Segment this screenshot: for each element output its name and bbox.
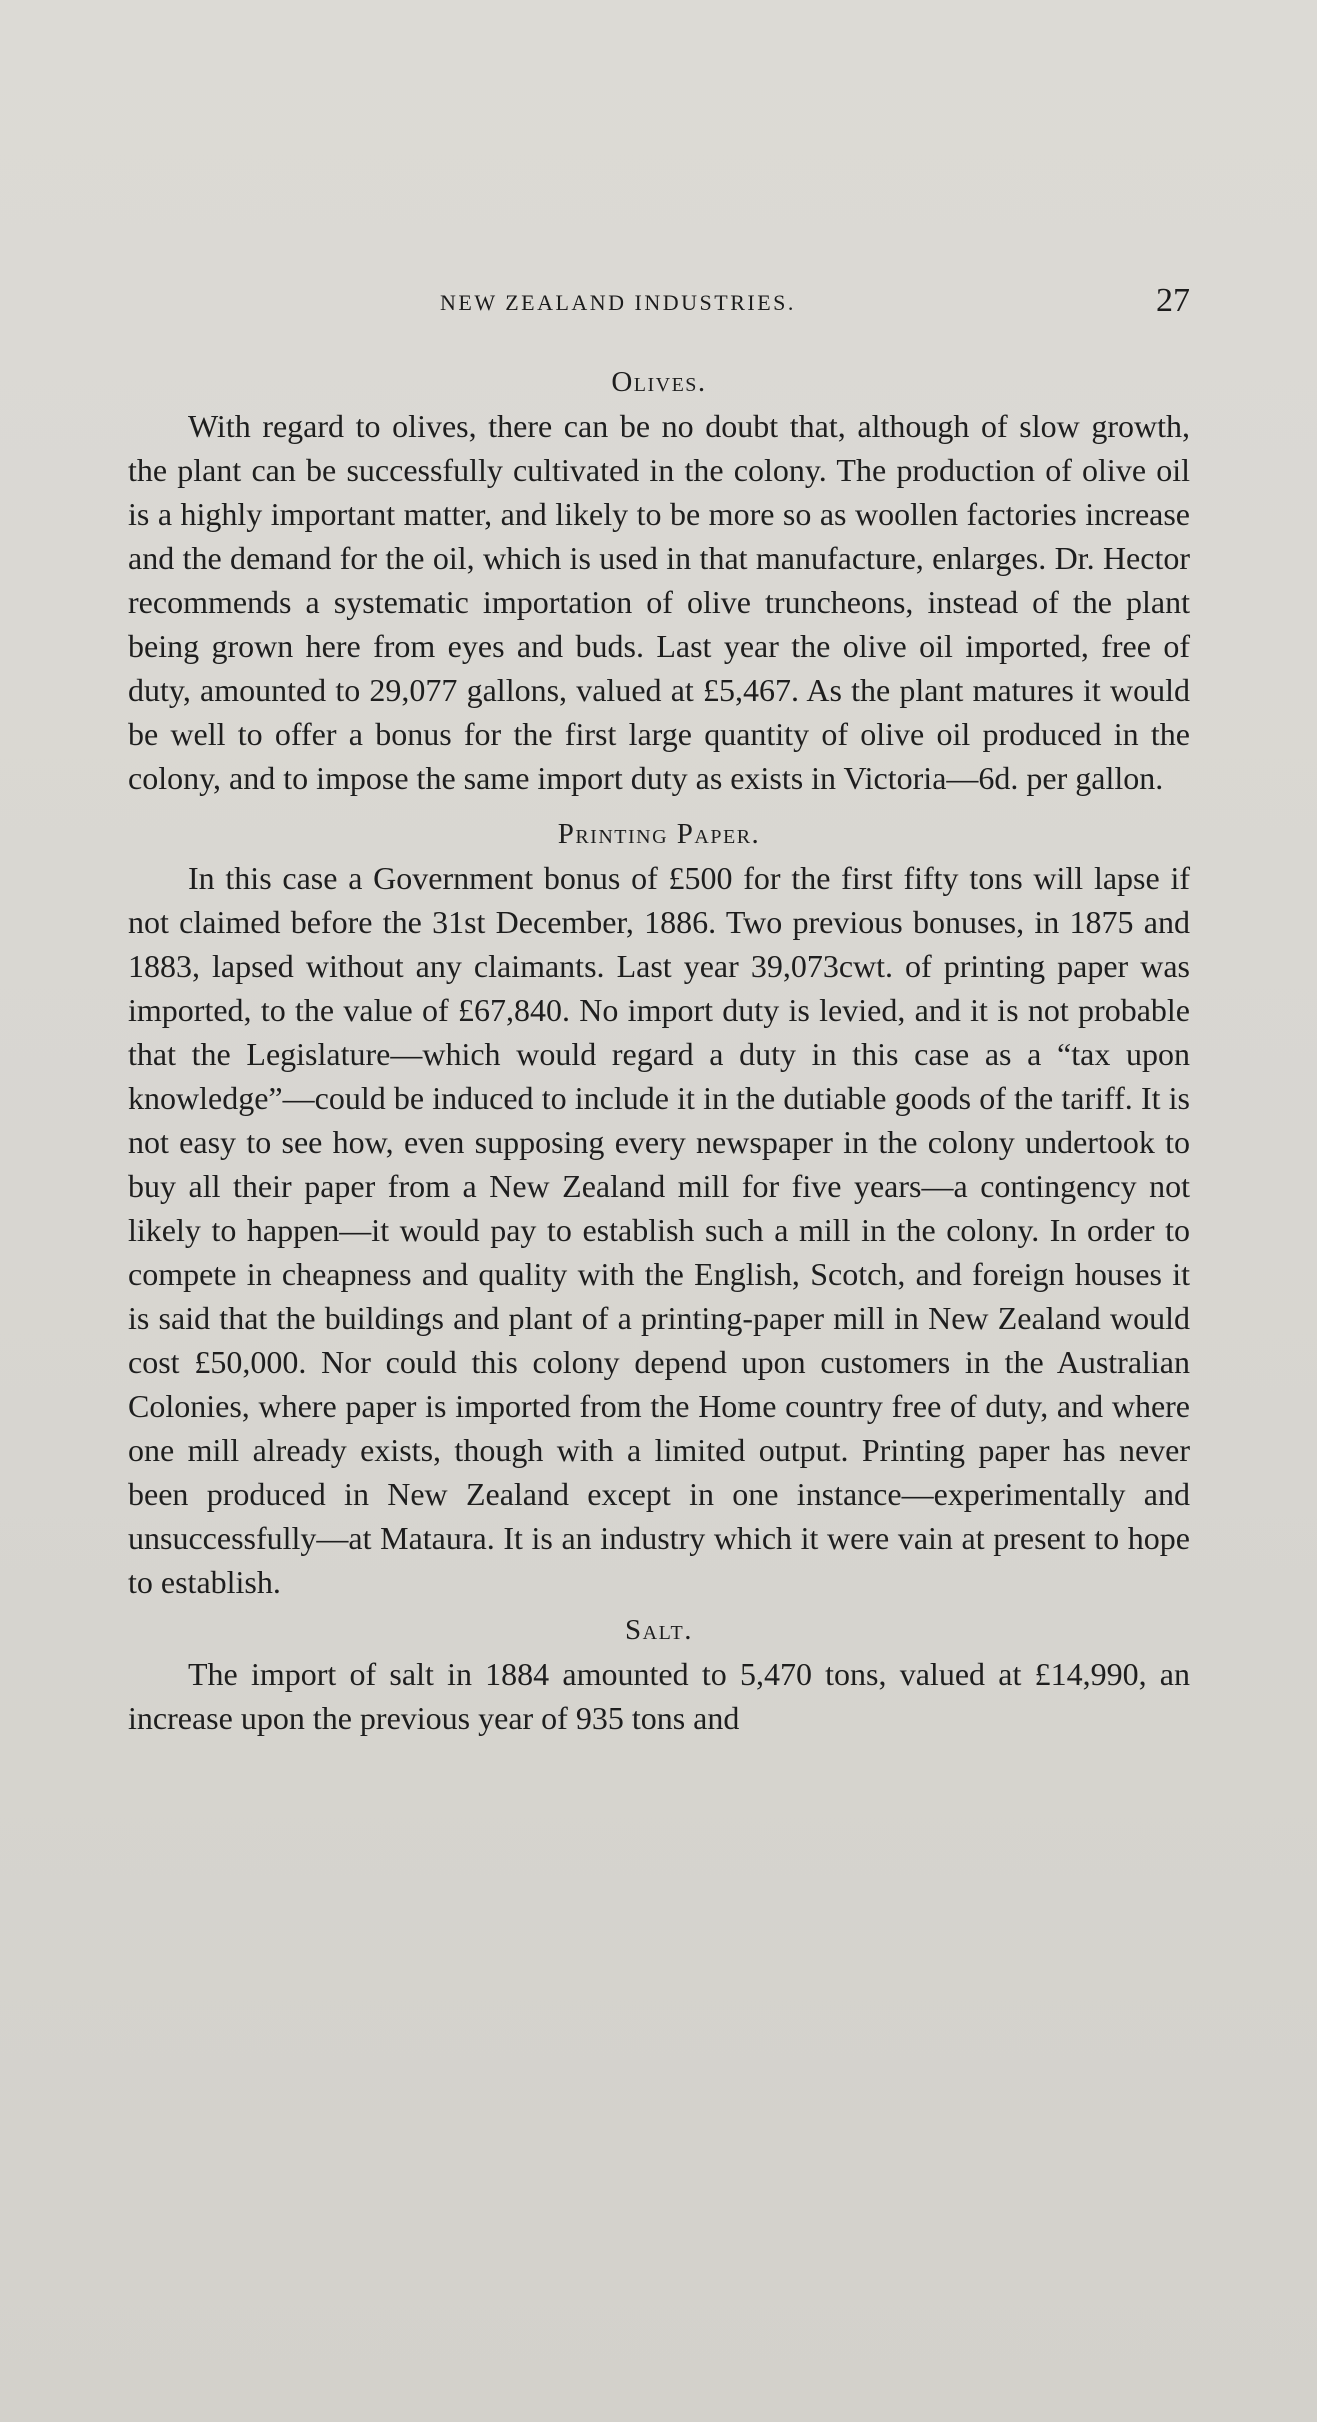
- running-head: NEW ZEALAND INDUSTRIES.: [440, 290, 796, 315]
- paragraph-salt: The import of salt in 1884 amounted to 5,470 tons, valued at £14,990, an increase upon the previous year of 935 tons and: [128, 1656, 1190, 1736]
- section-title-olives: Olives.: [611, 366, 707, 398]
- paragraph-olives: With regard to olives, there can be no doubt that, although of slow growth, the plant can be successfully cultivated in the colony. The production of olive oil is a highly important matter, and likely to be more so as woollen factories increase and the demand for the oil, which is used in that manufacture, enlarges. Dr. Hector recommends a systematic importation of olive truncheons, instead of the plant being grown here from eyes and buds. Last year the olive oil imported, free of duty, amounted to 29,077 gallons, valued at £5,467. As the plant matures it would be well to offer a bonus for the first large quantity of olive oil produced in the colony, and to impose the same import duty as exists in Victoria—6d. per gallon.: [128, 408, 1190, 796]
- page-header: [130, 282, 1190, 330]
- section-title-printing-paper: Printing Paper.: [557, 818, 761, 850]
- page-number: 27: [1156, 282, 1190, 319]
- section-title-salt: Salt.: [625, 1614, 693, 1646]
- body-text: [128, 360, 1190, 1740]
- paragraph-printing-paper: In this case a Government bonus of £500 for the first fifty tons will lapse if not claimed before the 31st December, 1886. Two previous bonuses, in 1875 and 1883, lapsed without any claimants. Last year 39,073cwt. of printing paper was imported, to the value of £67,840. No import duty is levied, and it is not probable that the Legislature—which would regard a duty in this case as a “tax upon knowledge”—could be induced to include it in the dutiable goods of the tariff. It is not easy to see how, even supposing every newspaper in the colony undertook to buy all their paper from a New Zealand mill for five years—a contingency not likely to happen—it would pay to establish such a mill in the colony. In order to compete in cheapness and quality with the English, Scotch, and foreign houses it is said that the buildings and plant of a printing-paper mill in New Zealand would cost £50,000. Nor could this colony depend upon customers in the Australian Colonies, where paper is imported from the Home country free of duty, and where one mill already exists, though with a limited output. Printing paper has never been produced in New Zealand except in one instance—experimentally and unsuccessfully—at Mataura. It is an industry which it were vain at present to hope to establish.: [128, 860, 1190, 1600]
